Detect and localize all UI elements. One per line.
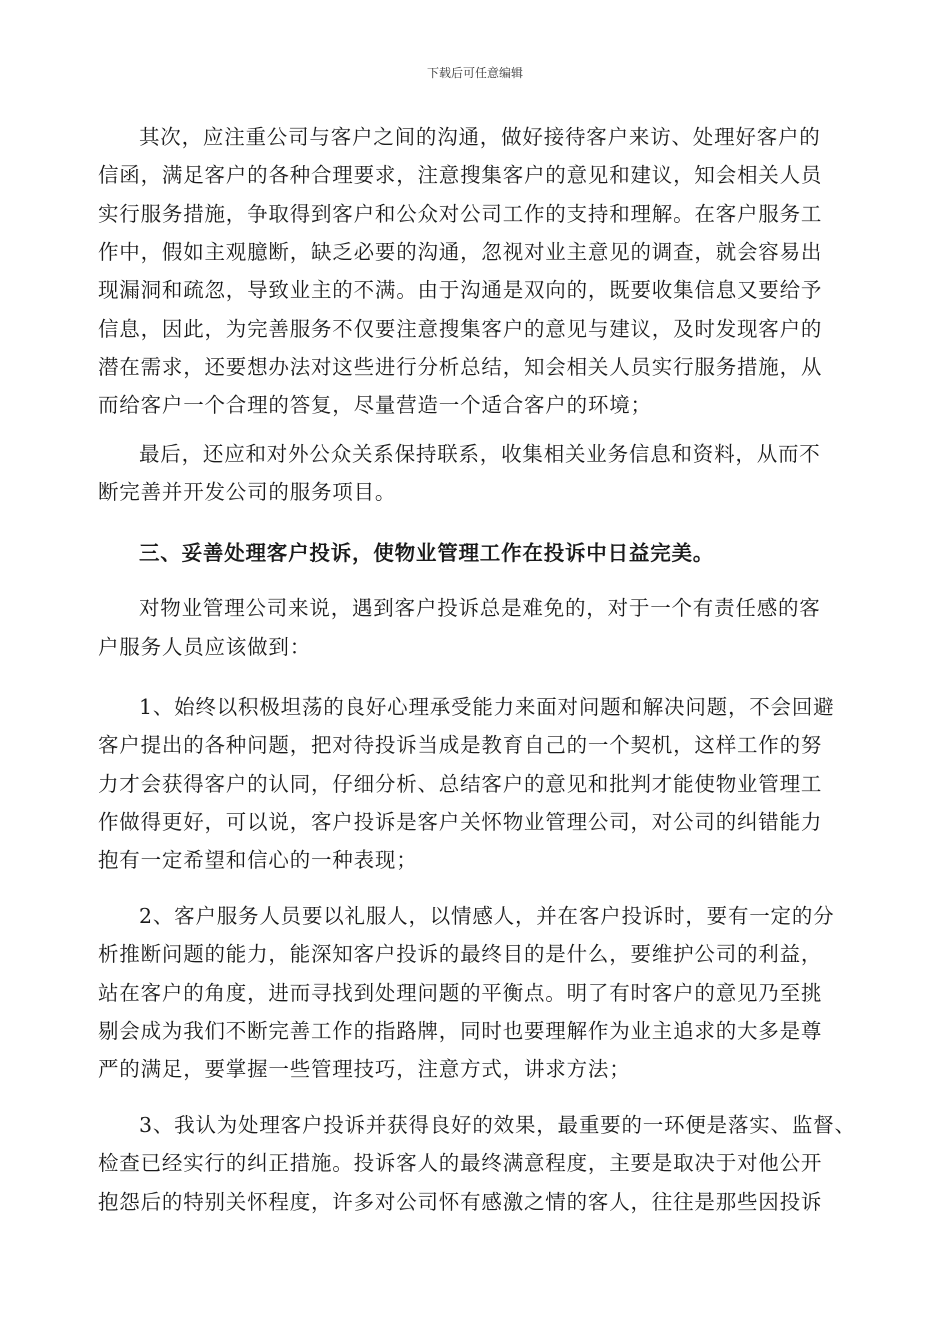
paragraph-2-line-2: 断完善并开发公司的服务项目。 (98, 480, 397, 504)
paragraph-1-line-4: 作中，假如主观臆断，缺乏必要的沟通，忽视对业主意见的调查，就会容易出 (98, 240, 823, 264)
paragraph-1-line-1: 其次，应注重公司与客户之间的沟通，做好接待客户来访、处理好客户的 (139, 125, 821, 149)
paragraph-1-line-6: 信息，因此，为完善服务不仅要注意搜集客户的意见与建议，及时发现客户的 (98, 317, 823, 341)
paragraph-4-line-5: 抱有一定希望和信心的一种表现； (98, 848, 418, 872)
paragraph-4-line-4: 作做得更好，可以说，客户投诉是客户关怀物业管理公司，对公司的纠错能力 (98, 810, 823, 834)
paragraph-5-line-5: 严的满足，要掌握一些管理技巧，注意方式，讲求方法； (98, 1057, 631, 1081)
paragraph-5-line-1: 2、客户服务人员要以礼服人，以情感人，并在客户投诉时，要有一定的分 (139, 904, 835, 928)
paragraph-3-line-2: 户服务人员应该做到： (98, 635, 311, 659)
paragraph-6-line-3: 抱怨后的特别关怀程度，许多对公司怀有感激之情的客人，往往是那些因投诉 (98, 1190, 823, 1214)
paragraph-5-line-4: 剔会成为我们不断完善工作的指路牌，同时也要理解作为业主追求的大多是尊 (98, 1019, 823, 1043)
paragraph-4-line-1: 1、始终以积极坦荡的良好心理承受能力来面对问题和解决问题，不会回避 (139, 695, 835, 719)
paragraph-2-line-1: 最后，还应和对外公众关系保持联系，收集相关业务信息和资料，从而不 (139, 442, 821, 466)
paragraph-5-line-3: 站在客户的角度，进而寻找到处理问题的平衡点。明了有时客户的意见乃至挑 (98, 981, 823, 1005)
paragraph-6-line-2: 检查已经实行的纠正措施。投诉客人的最终满意程度，主要是取决于对他公开 (98, 1151, 823, 1175)
paragraph-5-line-2: 析推断问题的能力，能深知客户投诉的最终目的是什么，要维护公司的利益， (98, 942, 823, 966)
paragraph-4-line-2: 客户提出的各种问题，把对待投诉当成是教育自己的一个契机，这样工作的努 (98, 733, 823, 757)
paragraph-1-line-3: 实行服务措施，争取得到客户和公众对公司工作的支持和理解。在客户服务工 (98, 202, 823, 226)
paragraph-4-line-3: 力才会获得客户的认同，仔细分析、总结客户的意见和批判才能使物业管理工 (98, 772, 823, 796)
section-heading: 三、妥善处理客户投诉，使物业管理工作在投诉中日益完美。 (139, 541, 715, 565)
page-header: 下载后可任意编辑 (426, 66, 523, 80)
paragraph-1-line-2: 信函，满足客户的各种合理要求，注意搜集客户的意见和建议，知会相关人员 (98, 163, 823, 187)
paragraph-6-line-1: 3、我认为处理客户投诉并获得良好的效果，最重要的一环便是落实、监督、 (139, 1113, 856, 1137)
paragraph-1-line-7: 潜在需求，还要想办法对这些进行分析总结，知会相关人员实行服务措施，从 (98, 355, 823, 379)
paragraph-3-line-1: 对物业管理公司来说，遇到客户投诉总是难免的，对于一个有责任感的客 (139, 596, 821, 620)
paragraph-1-line-8: 而给客户一个合理的答复，尽量营造一个适合客户的环境； (98, 393, 652, 417)
paragraph-1-line-5: 现漏洞和疏忽，导致业主的不满。由于沟通是双向的，既要收集信息又要给予 (98, 278, 823, 302)
